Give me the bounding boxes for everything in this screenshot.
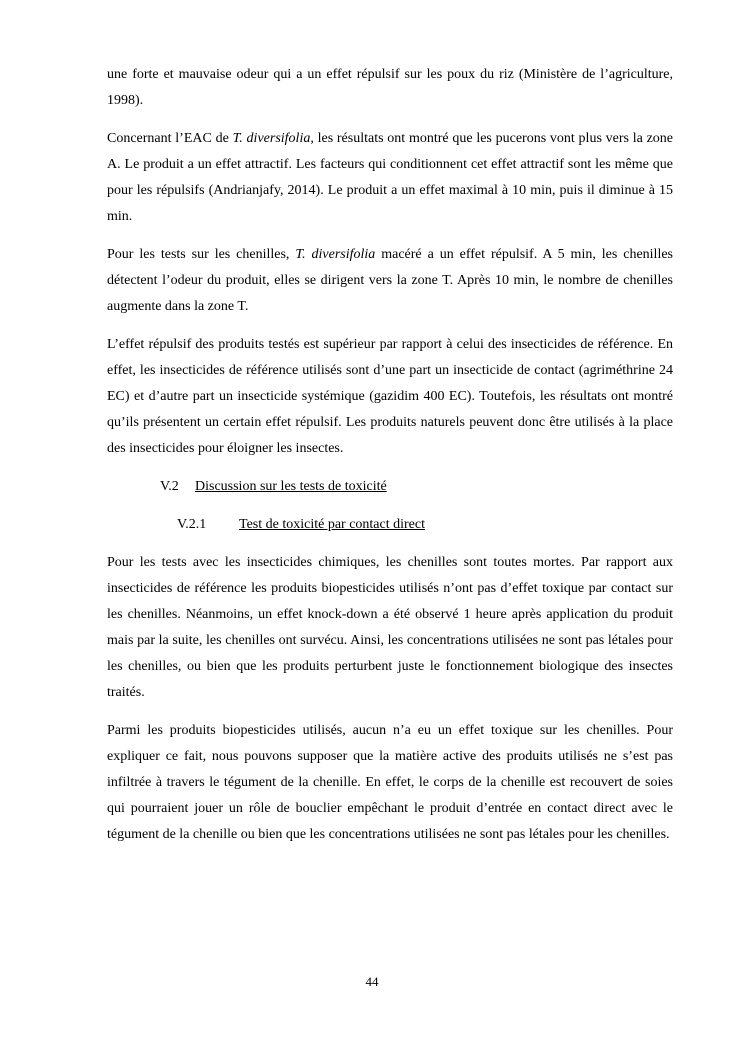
subsection-number: V.2.1 [177,517,207,532]
subsection-heading [107,512,673,538]
paragraph-5: Pour les tests avec les insecticides chimiques, les chenilles sont toutes mortes. Par rapport aux insecticides de référence les produits biopesticides utilisés n’ont pas d’effet toxique par contact sur les chenilles. Néanmoins, un effet knock-down a été observé 1 heure après application du produit mais par la suite, les chenilles ont survécu. Ainsi, les concentrations utilisées ne sont pas létales pour les chenilles, ou bien que les produits perturbent juste le fonctionnement biologique des insectes traités. [107,555,673,700]
section-number: V.2 [160,479,179,494]
paragraph-1: une forte et mauvaise odeur qui a un effet répulsif sur les poux du riz (Ministère de l’agriculture, 1998). [107,67,673,108]
paragraph-3: Pour les tests sur les chenilles, T. diversifolia macéré a un effet répulsif. A 5 min, les chenilles détectent l’odeur du produit, elles se dirigent vers la zone T. Après 10 min, le nombre de chenilles augmente dans la zone T. [107,247,673,314]
paragraph-6: Parmi les produits biopesticides utilisés, aucun n’a eu un effet toxique sur les chenilles. Pour expliquer ce fait, nous pouvons supposer que la matière active des produits utilisés ne s’est pas infiltrée à travers le tégument de la chenille. En effet, le corps de la chenille est recouvert de soies qui pourraient jouer un rôle de bouclier empêchant le produit d’entrée en contact direct avec le tégument de la chenille ou bien que les concentrations utilisées ne sont pas létales pour les chenilles. [107,723,673,842]
subsection-title: Test de toxicité par contact direct [239,517,425,532]
species-name: T. diversifolia [295,247,376,262]
page-number: 44 [365,974,379,989]
paragraph-2: Concernant l’EAC de T. diversifolia, les résultats ont montré que les pucerons vont plus vers la zone A. Le produit a un effet attractif. Les facteurs qui conditionnent cet effet attractif sont les même que pour les répulsifs (Andrianjafy, 2014). Le produit a un effet maximal à 10 min, puis il diminue à 15 min. [107,131,674,224]
section-title: Discussion sur les tests de toxicité [195,479,387,494]
section-heading [107,474,673,500]
page-body [107,62,673,860]
species-name: T. diversifolia [232,131,311,146]
paragraph-4: L’effet répulsif des produits testés est supérieur par rapport à celui des insecticides de référence. En effet, les insecticides de référence utilisés sont d’une part un insecticide de contact (agriméthrine 24 EC) et d’autre part un insecticide systémique (gazidim 400 EC). Toutefois, les résultats ont montré qu’ils présentent un certain effet répulsif. Les produits naturels peuvent donc être utilisés à la place des insecticides pour éloigner les insectes. [107,337,673,456]
